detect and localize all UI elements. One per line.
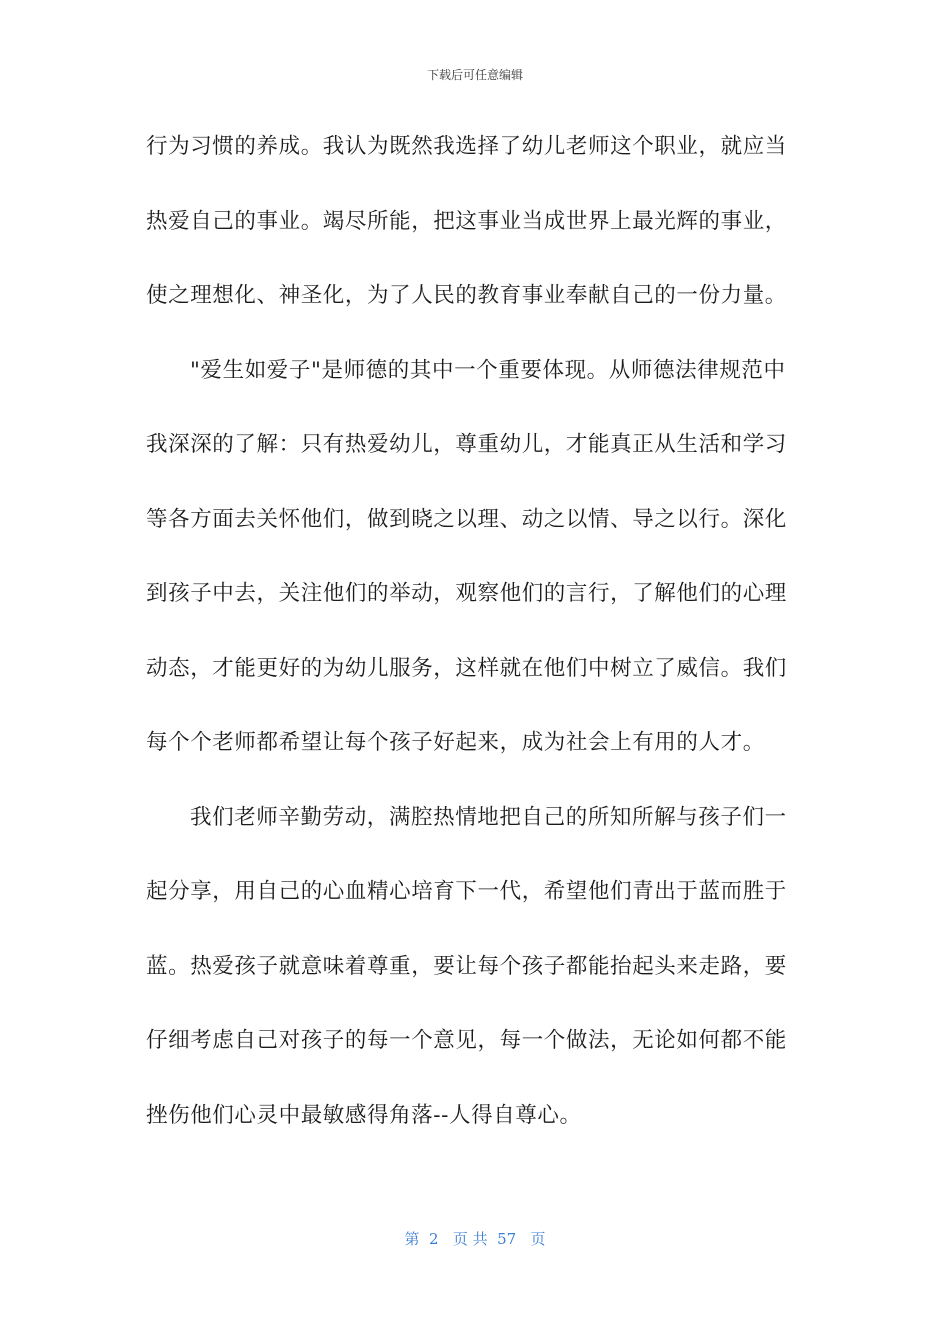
text-line: 使之理想化、神圣化，为了人民的教育事业奉献自己的一份力量。	[146, 283, 787, 308]
paragraph-start-line: "爱生如爱子"是师德的其中一个重要体现。从师德法律规范中	[190, 357, 786, 383]
document-body	[146, 121, 796, 1164]
text-line: 行为习惯的养成。我认为既然我选择了幼儿老师这个职业，就应当	[146, 134, 787, 159]
page-number-footer: 第 2 页 共 57 页	[404, 1230, 546, 1248]
page-header: 下载后可任意编辑	[426, 68, 523, 82]
text-line: 蓝。热爱孩子就意味着尊重，要让每个孩子都能抬起头来走路，要	[146, 953, 787, 979]
text-line: 起分享，用自己的心血精心培育下一代，希望他们青出于蓝而胜于	[146, 879, 787, 904]
text-line: 每个个老师都希望让每个孩子好起来，成为社会上有用的人才。	[146, 730, 765, 755]
text-line: 等各方面去关怀他们，做到晓之以理、动之以情、导之以行。深化	[146, 506, 787, 532]
text-line: 挫伤他们心灵中最敏感得角落--人得自尊心。	[146, 1102, 582, 1128]
text-line: 我深深的了解：只有热爱幼儿，尊重幼儿，才能真正从生活和学习	[146, 432, 787, 457]
paragraph-start-line: 我们老师辛勤劳动，满腔热情地把自己的所知所解与孩子们一	[190, 804, 787, 830]
text-line: 热爱自己的事业。竭尽所能，把这事业当成世界上最光辉的事业，	[146, 208, 787, 234]
text-line: 仔细考虑自己对孩子的每一个意见，每一个做法，无论如何都不能	[146, 1028, 787, 1053]
text-line: 到孩子中去，关注他们的举动，观察他们的言行，了解他们的心理	[146, 581, 787, 606]
text-line: 动态，才能更好的为幼儿服务，这样就在他们中树立了威信。我们	[146, 655, 787, 681]
